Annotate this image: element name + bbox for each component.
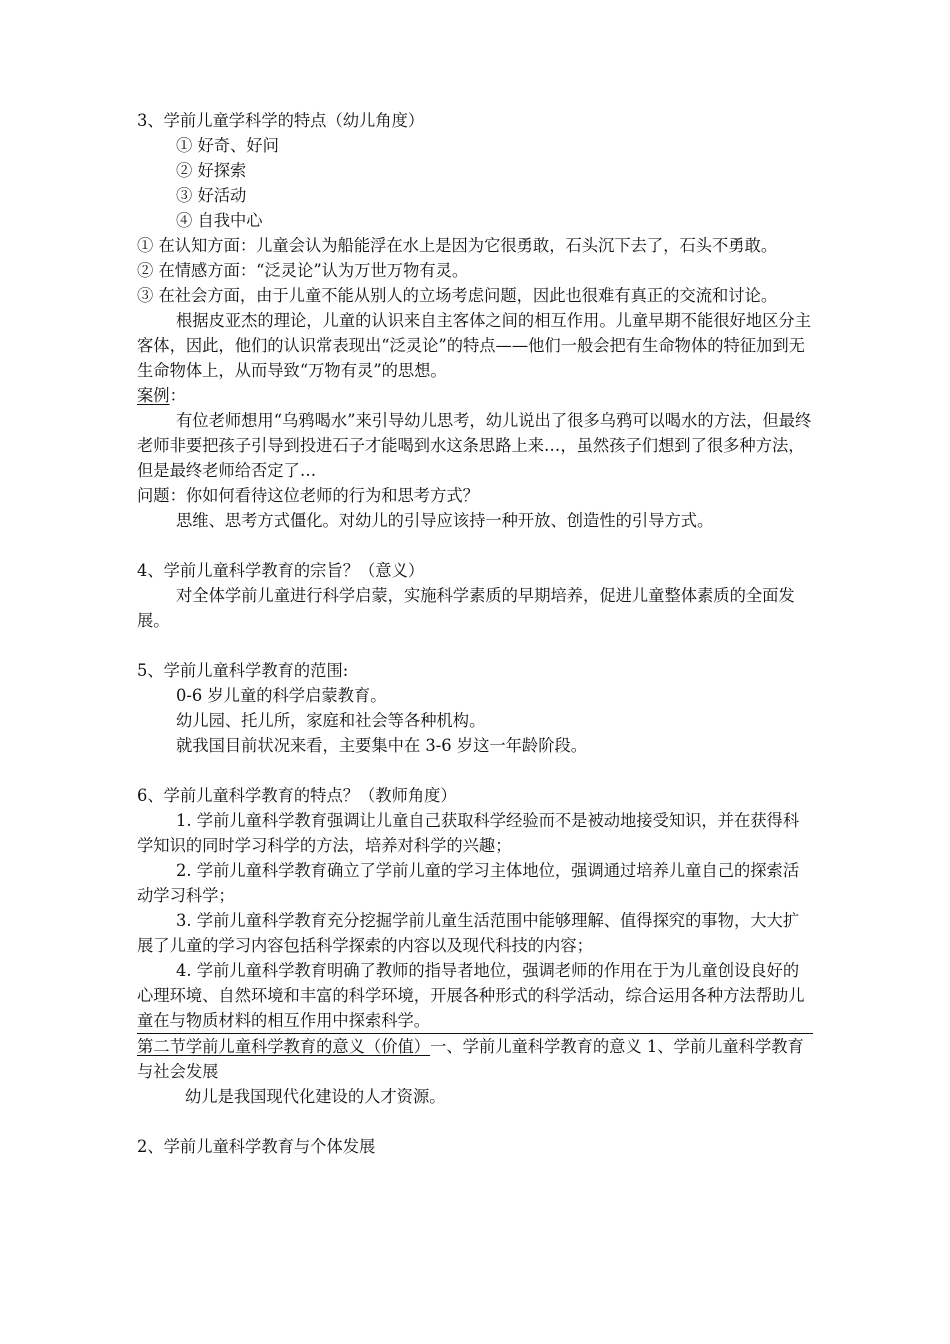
feature-item: 4. 学前儿童科学教育明确了教师的指导者地位，强调老师的作用在于为儿童创设良好的心理环境、自然环境和丰富的科学环境，开展各种形式的科学活动，综合运用各种方法帮助儿童在与物质材料的相互作用中探索科学。 xyxy=(137,958,813,1034)
case-colon: ： xyxy=(169,386,186,405)
feature-item: 2. 学前儿童科学教育确立了学前儿童的学习主体地位，强调通过培养儿童自己的探索活动学习科学； xyxy=(137,861,800,905)
section-two-heading xyxy=(137,1034,813,1084)
case-question: 问题：你如何看待这位老师的行为和思考方式？ xyxy=(137,486,479,505)
scope-line: 幼儿园、托儿所，家庭和社会等各种机构。 xyxy=(176,711,486,730)
case-label: 案例 xyxy=(137,386,170,405)
case-paragraph: 有位老师想用“乌鸦喝水”来引导幼儿思考，幼儿说出了很多乌鸦可以喝水的方法，但最终老师非要把孩子引导到投进石子才能喝到水这条思路上来…，虽然孩子们想到了很多种方法，但是最终老师给否定了… xyxy=(137,411,812,480)
trait-item: ④ 自我中心 xyxy=(176,211,263,230)
case-heading xyxy=(137,383,813,408)
spacer xyxy=(137,533,813,558)
section-two-text: 幼儿是我国现代化建设的人才资源。 xyxy=(185,1087,446,1106)
spacer xyxy=(137,758,813,783)
trait-item: ③ 好活动 xyxy=(176,186,247,205)
document-page xyxy=(137,108,813,1159)
trait-item: ① 好奇、好问 xyxy=(176,136,279,155)
section-two-heading-underlined: 第二节学前儿童科学教育的意义（价值） xyxy=(137,1037,431,1056)
egocentric-point: ① 在认知方面：儿童会认为船能浮在水上是因为它很勇敢，石头沉下去了，石头不勇敢。 xyxy=(137,236,778,255)
spacer xyxy=(137,1109,813,1134)
section-two-2-title: 2、学前儿童科学教育与个体发展 xyxy=(137,1137,376,1156)
spacer xyxy=(137,633,813,658)
scope-line: 就我国目前状况来看，主要集中在 3-6 岁这一年龄阶段。 xyxy=(176,736,588,755)
piaget-paragraph: 根据皮亚杰的理论，儿童的认识来自主客体之间的相互作用。儿童早期不能很好地区分主客体，因此，他们的认识常表现出“泛灵论”的特点——他们一般会把有生命物体的特征加到无生命物体上，从而导致“万物有灵”的思想。 xyxy=(137,311,811,380)
trait-item: ② 好探索 xyxy=(176,161,247,180)
feature-item: 3. 学前儿童科学教育充分挖掘学前儿童生活范围中能够理解、值得探究的事物，大大扩展了儿童的学习内容包括科学探索的内容以及现代科技的内容； xyxy=(137,911,800,955)
section-5-title: 5、学前儿童科学教育的范围: xyxy=(137,661,349,680)
scope-line: 0-6 岁儿童的科学启蒙教育。 xyxy=(176,686,387,705)
feature-item: 1. 学前儿童科学教育强调让儿童自己获取科学经验而不是被动地接受知识，并在获得科学知识的同时学习科学的方法，培养对科学的兴趣； xyxy=(137,811,800,855)
section-4-title: 4、学前儿童科学教育的宗旨？（意义） xyxy=(137,561,425,580)
section-two-heading-rest: 一、学前儿童科学教育的意义 1、学前儿童科学教育与社会发展 xyxy=(137,1037,804,1081)
egocentric-point: ③ 在社会方面，由于儿童不能从别人的立场考虑问题，因此也很难有真正的交流和讨论。 xyxy=(137,286,778,305)
section-3-title: 3、学前儿童学科学的特点（幼儿角度） xyxy=(137,111,425,130)
section-6-title: 6、学前儿童科学教育的特点？（教师角度） xyxy=(137,786,457,805)
section-4-text: 对全体学前儿童进行科学启蒙，实施科学素质的早期培养，促进儿童整体素质的全面发展。 xyxy=(137,586,795,630)
egocentric-point: ② 在情感方面：“泛灵论”认为万世万物有灵。 xyxy=(137,261,469,280)
case-answer: 思维、思考方式僵化。对幼儿的引导应该持一种开放、创造性的引导方式。 xyxy=(176,511,714,530)
